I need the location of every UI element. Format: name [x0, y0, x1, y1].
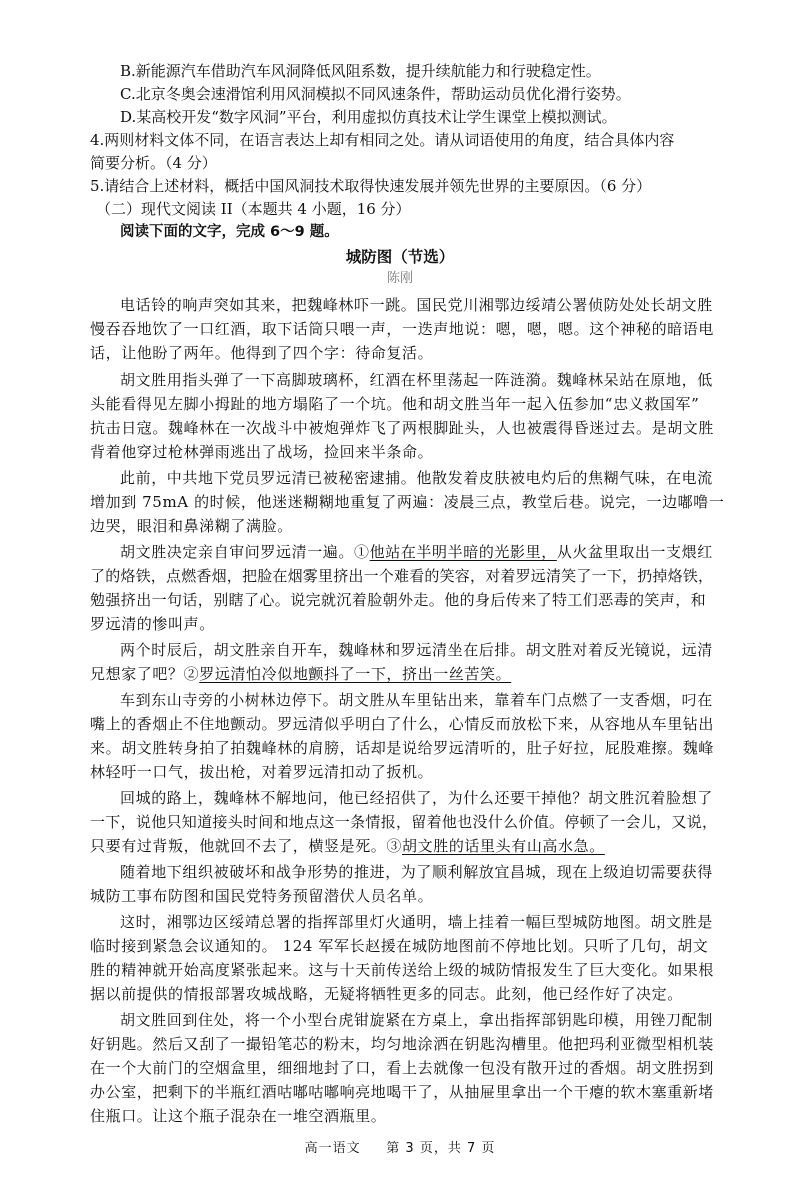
passage-line: 回城的路上，魏峰林不解地问，他已经招供了，为什么还要干掉他？胡文胜沉着脸想了 — [120, 789, 713, 807]
passage-line: 两个时辰后，胡文胜亲自开车，魏峰林和罗远清坐在后排。胡文胜对着反光镜说，远清 — [120, 641, 713, 659]
page-footer — [0, 1138, 800, 1160]
reading-instruction: 阅读下面的文字，完成 6～9 题。 — [120, 224, 339, 240]
passage-line: 抗击日寇。魏峰林在一次战斗中被炮弹炸飞了两根脚趾头，人也被震得昏迷过去。是胡文胜 — [90, 419, 715, 437]
passage-line: 嘴上的香烟止不住地颤动。罗远清似乎明白了什么，心情反而放松下来，从容地从车里钻出 — [90, 715, 715, 733]
marker-1: ① — [354, 543, 370, 561]
footer-subject: 高一语文 — [304, 1141, 361, 1156]
passage-line: 背着他穿过枪林弹雨逃出了战场，捡回来半条命。 — [90, 443, 434, 461]
passage-line — [90, 835, 740, 857]
passage-line: 胡文胜用指头弹了一下高脚玻璃杯，红酒在杯里荡起一阵涟漪。魏峰林呆站在原地，低 — [120, 371, 713, 389]
passage-line: 勉强挤出一句话，别瞎了心。说完就沉着脸朝外走。他的身后传来了特工们恶毒的笑声，和 — [90, 591, 707, 609]
option-b: B.新能源汽车借助汽车风洞降低风阻系数，提升续航能力和行驶稳定性。 — [120, 62, 601, 80]
passage-line: 城防工事布防图和国民党特务预留潜伏人员名单。 — [90, 887, 434, 905]
option-c: C.北京冬奥会速滑馆利用风洞模拟不同风速条件，帮助运动员优化滑行姿势。 — [120, 85, 631, 103]
passage-line: 林轻吁一口气，拔出枪，对着罗远清扣动了扳机。 — [90, 763, 434, 781]
passage-text: 兄想家了吧？ — [90, 665, 184, 683]
passage-line: 边哭，眼泪和鼻涕糊了满脸。 — [90, 517, 293, 535]
passage-line: 一下，说他只知道接头时间和地点这一条情报，留着他也没什么价值。停顿了一会儿，又说， — [90, 813, 718, 831]
question-4-line1: 4.两则材料文体不同，在语言表达上却有相同之处。请从词语使用的角度，结合具体内容 — [90, 131, 675, 149]
passage-line: 办公室，把剩下的半瓶红酒咕嘟咕嘟响亮地喝干了，从抽屉里拿出一个干瘪的软木塞重新堵 — [90, 1083, 715, 1101]
passage-title: 城防图（节选） — [345, 248, 455, 266]
section-heading: （二）现代文阅读 II（本题共 4 小题，16 分） — [96, 200, 411, 218]
passage-text: 胡文胜决定亲自审问罗远清一遍。 — [120, 543, 355, 561]
option-d: D.某高校开发“数字风洞”平台，利用虚拟仿真技术让学生课堂上模拟测试。 — [120, 108, 617, 126]
passage-line: 胜的精神就开始高度紧张起来。这与十天前传送给上级的城防情报发生了巨大变化。如果根 — [90, 961, 715, 979]
marker-2: ② — [183, 665, 200, 683]
underlined-sentence-3: 胡文胜的话里头有山高水急。 — [402, 837, 605, 855]
passage-line: 据以前提供的情报部署攻城战略，无疑将牺牲更多的同志。此刻，他已经作好了决定。 — [90, 985, 683, 1003]
passage-line: 胡文胜回到住处，将一个小型台虎钳旋紧在方桌上，拿出指挥部钥匙印模，用锉刀配制 — [120, 1011, 713, 1029]
underlined-sentence-1: 他站在半明半暗的光影里， — [369, 543, 557, 561]
passage-line: 来。胡文胜转身拍了拍魏峰林的肩膀，话却是说给罗远清听的，肚子好拉，屁股难擦。魏峰 — [90, 739, 715, 757]
question-4-line2: 简要分析。（4 分） — [90, 154, 217, 172]
passage-line: 随着地下组织被破坏和战争形势的推进，为了顺利解放宜昌城，现在上级迫切需要获得 — [120, 863, 713, 881]
passage-text: 从火盆里取出一支煨红 — [556, 543, 713, 561]
passage-line: 住瓶口。让这个瓶子混杂在一堆空酒瓶里。 — [90, 1107, 387, 1125]
footer-page-number: 第 3 页，共 7 页 — [386, 1141, 496, 1156]
passage-line: 临时接到紧急会议通知的。 124 军军长赵援在城防地图前不停地比划。只听了几句，胡文 — [90, 937, 709, 955]
passage-line — [90, 663, 740, 685]
passage-line: 增加到 75mA 的时候，他迷迷糊糊地重复了两遍：凌晨三点，教堂后巷。说完，一边嘟噜一 — [90, 493, 725, 511]
passage-line: 话，让他盼了两年。他得到了四个字：待命复活。 — [90, 344, 434, 362]
question-5: 5.请结合上述材料，概括中国风洞技术取得快速发展并领先世界的主要原因。（6 分） — [90, 177, 652, 195]
passage-line: 慢吞吞地饮了一口红酒，取下话筒只喂一声，一迭声地说：嗯，嗯，嗯。这个神秘的暗语电 — [90, 320, 715, 338]
passage-line — [120, 541, 740, 563]
passage-text: 只要有过背叛，他就回不去了，横竖是死。 — [90, 837, 387, 855]
passage-line: 好钥匙。然后又刮了一撮铅笔芯的粉末，均匀地涂洒在钥匙沟槽里。他把玛利亚微型相机装 — [90, 1035, 715, 1053]
passage-line: 电话铃的响声突如其来，把魏峰林吓一跳。国民党川湘鄂边绥靖公署侦防处处长胡文胜 — [120, 296, 713, 314]
underlined-sentence-2: 罗远清怕冷似地颤抖了一下，挤出一丝苦笑。 — [199, 665, 512, 683]
passage-line: 罗远清的惨叫声。 — [90, 615, 215, 633]
passage-line: 了的烙铁，点燃香烟，把脸在烟雾里挤出一个难看的笑容，对着罗远清笑了一下，扔掉烙铁， — [90, 567, 714, 585]
passage-line: 在一个大前门的空烟盒里，细细地封了口，看上去就像一包没有散开过的香烟。胡文胜拐到 — [90, 1059, 715, 1077]
passage-line: 此前，中共地下党员罗远清已被秘密逮捕。他散发着皮肤被电灼后的焦糊气味，在电流 — [120, 469, 713, 487]
passage-line: 头能看得见左脚小拇趾的地方塌陷了一个坑。他和胡文胜当年一起入伍参加“忠义救国军” — [90, 395, 700, 413]
passage-author: 陈刚 — [386, 271, 413, 286]
marker-3: ③ — [386, 837, 403, 855]
passage-line: 这时，湘鄂边区绥靖总署的指挥部里灯火通明，墙上挂着一幅巨型城防地图。胡文胜是 — [120, 913, 713, 931]
passage-line: 车到东山寺旁的小树林边停下。胡文胜从车里钻出来，靠着车门点燃了一支香烟，叼在 — [120, 691, 713, 709]
